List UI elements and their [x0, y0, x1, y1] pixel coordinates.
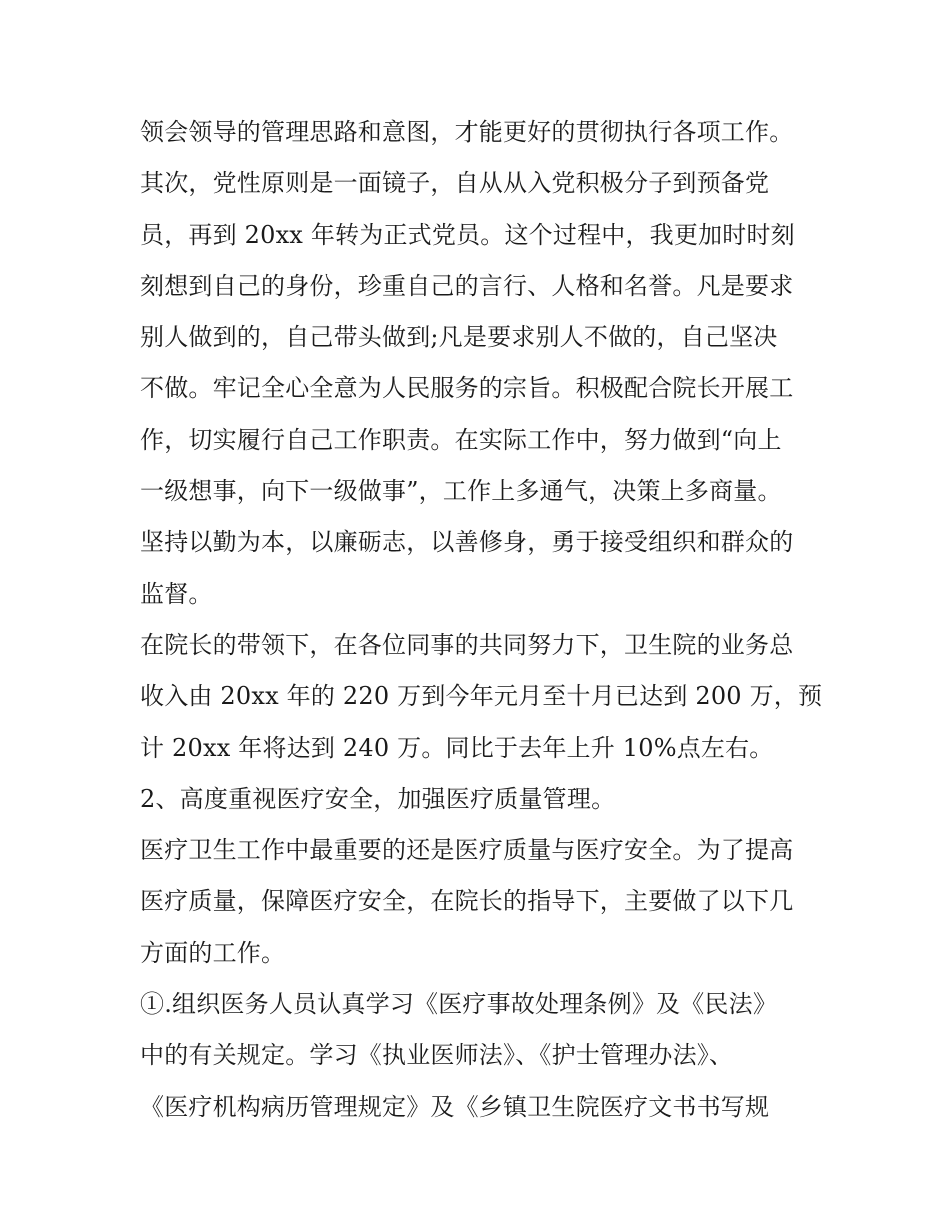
text-line: 作，切实履行自己工作职责。在实际工作中，努力做到“向上: [140, 425, 782, 454]
text-line: 《医疗机构病历管理规定》及《乡镇卫生院医疗文书书写规: [140, 1092, 770, 1121]
text-line: 员，再到 20xx 年转为正式党员。这个过程中，我更加时时刻: [140, 220, 795, 249]
text-line: 一级想事，向下一级做事”，工作上多通气，决策上多商量。: [140, 477, 782, 506]
text-line: 不做。牢记全心全意为人民服务的宗旨。积极配合院长开展工: [140, 374, 794, 403]
document-body: [140, 107, 823, 1133]
text-line: 方面的工作。: [140, 938, 286, 967]
text-line: 中的有关规定。学习《执业医师法》、《护士管理办法》、: [140, 1041, 734, 1070]
text-line: 别人做到的，自己带头做到;凡是要求别人不做的，自己坚决: [140, 323, 778, 352]
text-line: 监督。: [140, 579, 213, 608]
text-line: 医疗卫生工作中最重要的还是医疗质量与医疗安全。为了提高: [140, 836, 794, 865]
text-line: ①.组织医务人员认真学习《医疗事故处理条例》及《民法》: [140, 990, 778, 1019]
text-line: 坚持以勤为本，以廉砺志，以善修身，勇于接受组织和群众的: [140, 528, 794, 557]
section-heading: 2、高度重视医疗安全，加强医疗质量管理。: [140, 784, 616, 813]
text-line: 在院长的带领下，在各位同事的共同努力下，卫生院的业务总: [140, 630, 794, 659]
text-line: 刻想到自己的身份，珍重自己的言行、人格和名誉。凡是要求: [140, 271, 794, 300]
text-line: 其次，党性原则是一面镜子，自从从入党积极分子到预备党: [140, 169, 770, 198]
text-line: 领会领导的管理思路和意图，才能更好的贯彻执行各项工作。: [140, 118, 794, 146]
text-line: 医疗质量，保障医疗安全，在院长的指导下，主要做了以下几: [140, 887, 794, 916]
text-line: 收入由 20xx 年的 220 万到今年元月至十月已达到 200 万，预: [140, 682, 823, 711]
text-line: 计 20xx 年将达到 240 万。同比于去年上升 10%点左右。: [140, 733, 774, 762]
